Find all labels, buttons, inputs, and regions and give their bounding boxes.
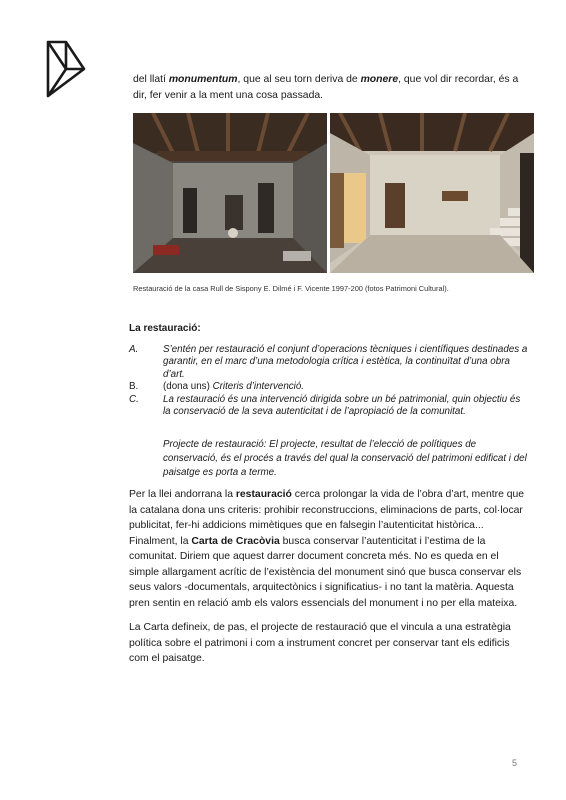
photo-before-restoration [133, 113, 327, 273]
body-paragraph: La Carta defineix, de pas, el projecte de restauració que el vincula a una estratègia política sobre el patrimoni i com a instrument concret per conservar tant els edificis com el paisatge. [129, 622, 511, 664]
section-heading: La restauració: [129, 323, 201, 334]
term-monere: monere [360, 74, 399, 85]
intro-paragraph: del llatí monumentum, que al seu torn deriva de monere, que vol dir recordar, és a dir, fer venir a la ment una cosa passada. [133, 74, 519, 101]
term-restauracio: restauració [235, 489, 292, 500]
definition-list [129, 344, 529, 418]
project-note: Projecte de restauració: El projecte, resultat de l’elecció de polítiques de conservació, és el procés a través del qual la conservació del patrimoni edificat i del paisatge es porta a terme. [163, 439, 527, 478]
list-item [129, 381, 529, 393]
list-item-text: Criteris d’intervenció. [212, 381, 305, 393]
body-paragraph: Per la llei andorrana la restauració cerca prolongar la vida de l’obra d’art, mentre que la catalana dona uns criteris: prohibir reconstruccions, eliminacions de parts, col·locar publicitat, fer-hi addicions mimètiques que en falsegin l’autenticitat històrica... Finalment, la Carta de Cracòvia busca conservar l’autenticitat i l’estima de la comunitat. Diriem que aquest darrer document concreta més. No es queda en el simple allargament acrític de l’existència del monument sinó que busca conservar els seus valors -documentals, arquitectònics i significatius- i no tant la matèria. Aquesta pren sentin en relació amb els valors essencials del monument i no per ella mateixa. [129, 489, 525, 609]
list-marker: C. [129, 393, 139, 405]
list-item [129, 394, 529, 419]
list-item-text: S’entén per restauració el conjunt d’operacions tècniques i científiques destinades a garantir, en el marc d’una metodologia crítica i estètica, la continuïtat d’una obra d’art. [163, 344, 528, 380]
photo-caption: Restauració de la casa Rull de Sispony E. Dilmé i F. Vicente 1997-200 (fotos Patrimoni Cultural). [133, 284, 449, 293]
term-monumentum: monumentum [168, 74, 238, 85]
list-marker: B. [129, 381, 139, 393]
term-carta-de-cracovia: Carta de Cracòvia [191, 535, 280, 547]
list-item-text: La restauració és una intervenció dirigida sobre un bé patrimonial, quin objectiu és la conservació de la seva autenticitat i de l’apropiació de la comunitat. [163, 393, 521, 418]
list-item [129, 344, 529, 381]
restoration-photos [133, 113, 534, 273]
photo-after-restoration [330, 113, 534, 273]
publisher-logo-icon [44, 38, 88, 100]
list-item-prefix: (dona uns) [163, 381, 213, 393]
list-marker: A. [129, 344, 139, 355]
page-number: 5 [512, 758, 518, 768]
